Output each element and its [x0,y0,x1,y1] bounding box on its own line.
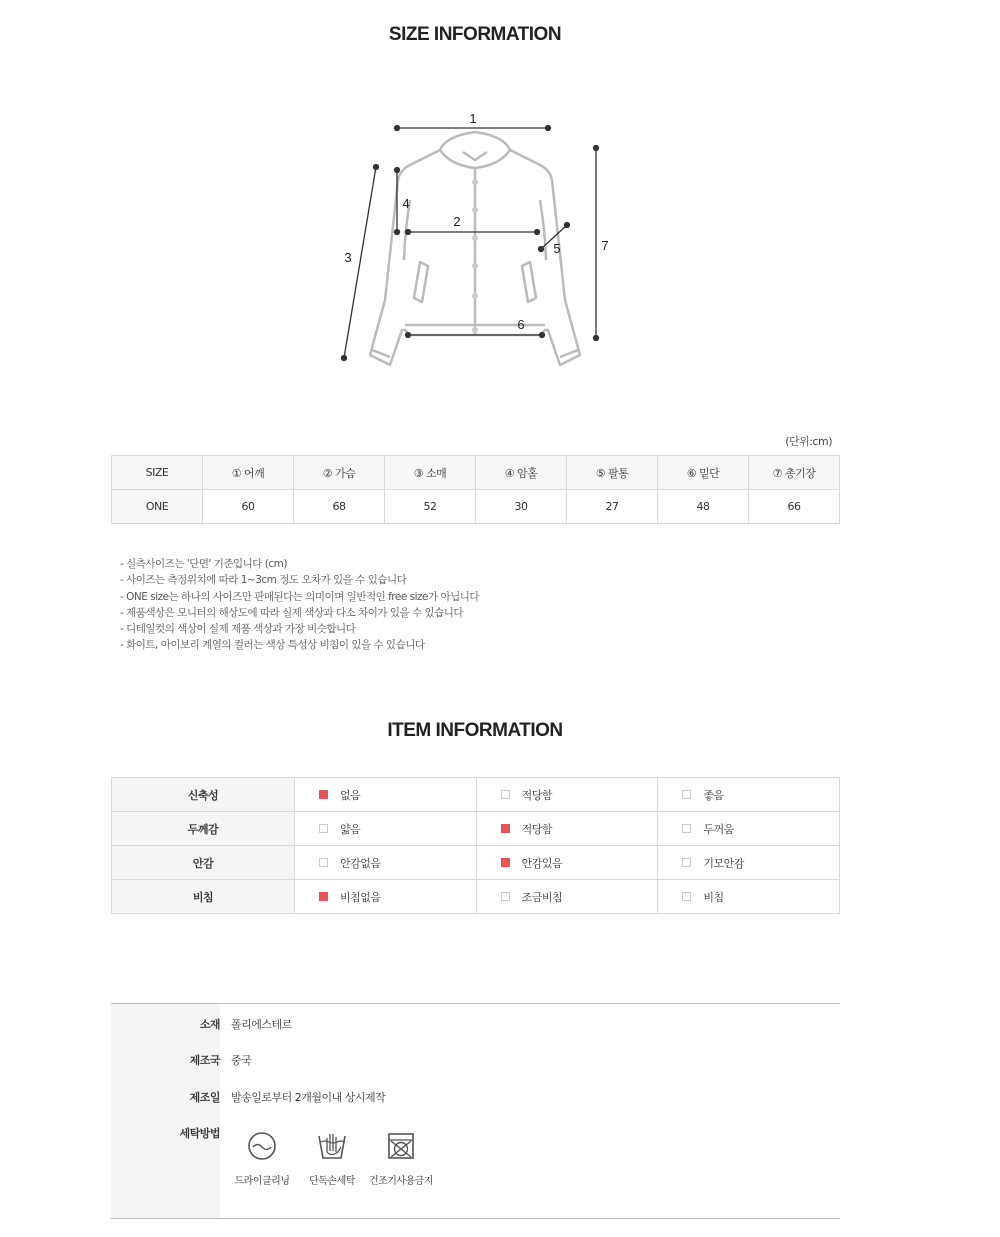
label-1: 1 [469,111,477,126]
size-table [111,455,840,524]
jacket-measurement-diagram [330,105,620,380]
checkbox-icon [501,892,510,901]
note-item: - 디테일컷의 색상이 실제 제품 색상과 가장 비슷합니다 [120,623,356,636]
option-label: 두꺼움 [703,822,734,836]
note-item: - 화이트, 아이보리 계열의 컬러는 색상 특성상 비침이 있을 수 있습니다 [120,639,425,652]
item-information-title: ITEM INFORMATION [387,720,563,741]
checkbox-icon [319,892,328,901]
label-4: 4 [402,196,410,211]
care-caption: 건조기사용금지 [368,1176,434,1187]
size-notes [120,556,479,654]
value-cell: 52 [385,490,476,524]
option-cell [476,812,658,846]
product-label-column [111,1004,220,1218]
care-label: 세탁방법 [179,1127,220,1140]
checkbox-icon [682,790,691,799]
no-dryer-icon [385,1130,417,1162]
option-label: 비침없음 [340,890,381,904]
row-label: 안감 [112,846,295,880]
option-cell [295,880,477,914]
origin-value: 중국 [231,1054,252,1067]
item-table [111,777,840,914]
option-cell [295,812,477,846]
note-item: - 사이즈는 측정위치에 따라 1~3cm 정도 오차가 있을 수 있습니다 [120,574,407,587]
note-item: - 실측사이즈는 '단면' 기준입니다 (cm) [120,558,287,570]
option-label: 적당함 [521,788,553,802]
date-label: 제조일 [189,1091,220,1104]
table-row [112,846,840,880]
origin-label: 제조국 [189,1054,220,1067]
product-info [111,1003,840,1219]
option-cell [476,880,658,914]
hand-wash-icon [316,1130,348,1162]
option-label: 기모안감 [703,856,744,870]
checkbox-icon [501,824,510,833]
option-cell [658,880,840,914]
size-cell: ONE [112,490,203,524]
header-cell: ⑥ 밑단 [658,456,749,490]
value-cell: 48 [658,490,749,524]
table-row [112,490,840,524]
checkbox-icon [319,858,328,867]
note-item: - ONE size는 하나의 사이즈만 판매된다는 의미이며 일반적인 free size가 아닙니다 [120,590,480,603]
care-dry-clean [227,1130,297,1187]
value-cell: 68 [294,490,385,524]
option-label: 비침 [703,890,724,904]
size-information-title: SIZE INFORMATION [388,24,562,45]
label-2: 2 [453,214,461,229]
header-cell: ② 가슴 [294,456,385,490]
option-cell [295,846,477,880]
value-cell: 30 [476,490,567,524]
option-label: 얇음 [340,822,361,836]
header-cell: ⑤ 팔통 [567,456,658,490]
option-cell [476,778,658,812]
care-no-dryer [366,1130,436,1187]
option-cell [658,778,840,812]
material-value: 폴리에스테르 [231,1018,292,1031]
checkbox-icon [319,790,328,799]
care-hand-wash [297,1130,367,1187]
option-cell [658,846,840,880]
checkbox-icon [682,858,691,867]
option-label: 적당함 [521,822,553,836]
table-row [112,778,840,812]
option-cell [658,812,840,846]
option-cell [295,778,477,812]
checkbox-icon [682,824,691,833]
option-label: 안감없음 [340,856,381,870]
value-cell: 27 [567,490,658,524]
care-caption: 단독손세탁 [309,1176,355,1187]
table-row [112,812,840,846]
value-cell: 66 [749,490,840,524]
row-label: 신축성 [112,778,295,812]
option-label: 조금비침 [521,890,563,904]
checkbox-icon [501,858,510,867]
date-value: 발송일로부터 2개월이내 상시제작 [231,1091,386,1104]
label-5: 5 [553,241,561,256]
checkbox-icon [682,892,691,901]
label-7: 7 [601,238,609,253]
table-row [112,880,840,914]
note-item: - 제품색상은 모니터의 해상도에 따라 실제 색상과 다소 차이가 있을 수 있습니다 [120,606,464,619]
care-caption: 드라이클리닝 [234,1176,290,1187]
option-label: 좋음 [703,788,724,802]
header-cell: ⑦ 총기장 [749,456,840,490]
unit-label: (단위:cm) [785,435,832,448]
material-label: 소재 [199,1018,220,1031]
value-cell: 60 [203,490,294,524]
header-cell: ③ 소매 [385,456,476,490]
option-cell [476,846,658,880]
checkbox-icon [501,790,510,799]
header-cell: ① 어깨 [203,456,294,490]
row-label: 비침 [112,880,295,914]
header-cell: ④ 암홀 [476,456,567,490]
label-3: 3 [344,250,352,265]
row-label: 두께감 [112,812,295,846]
dry-clean-icon [246,1130,278,1162]
option-label: 안감있음 [521,856,563,870]
option-label: 없음 [340,788,361,802]
size-table-header [112,456,840,490]
header-cell: SIZE [112,456,203,490]
label-6: 6 [517,317,525,332]
checkbox-icon [319,824,328,833]
